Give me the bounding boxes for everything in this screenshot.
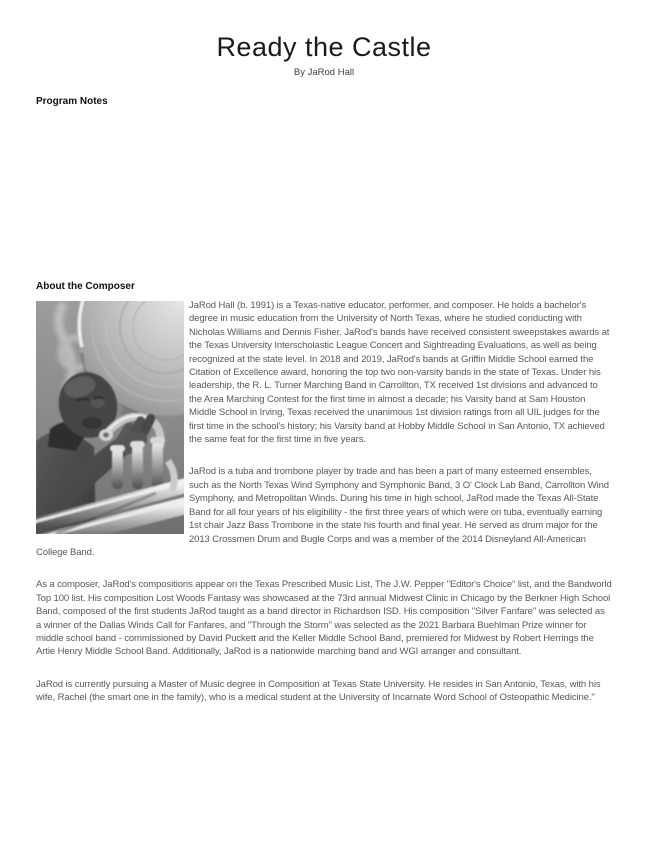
composer-photo-graphic [36, 301, 184, 534]
composer-paragraph-3: As a composer, JaRod's compositions appear on the Texas Prescribed Music List, The J.W. Pepper "Editor's Choice" list, and the Bandworld Top 100 list. His composition Lost Woods Fantasy was showcased at the 73rd annual Midwest Clinic in Chicago by the Berkner High School Band, composed of the first students JaRod taught as a band director in Richardson ISD. His composition "Silver Fanfare" was selected as a winner of the Dallas Winds Call for Fanfares, and "Through the Storm" was selected as the 2021 Barbara Buehlman Prize winner for middle school band - commissioned by David Puckett and the Keller Middle School Band, premiered for Midwest by Robert Herrings the Artie Henry Middle School Band. Additionally, JaRod is a nationwide marching band and WGI arranger and consultant. [36, 579, 612, 658]
composer-photo [36, 301, 184, 534]
composer-paragraph-2: JaRod is a tuba and trombone player by trade and has been a part of many esteemed ensembles, such as the North Texas Wind Symphony and Symphonic Band, 3 O' Clock Lab Band, Carrollton Wind Symphony, and Metropolitan Winds. During his time in high school, JaRod made the Texas All-State Band for all four years of his eligibility - the first three years of which were on tuba, eventually earning 1st chair Jazz Bass Trombone in the state his fourth and final year. He served as drum major for the 2013 Crossmen Drum and Bugle Corps and was a member of the 2014 Disneyland All-American College Band. [36, 466, 609, 558]
composer-paragraph-4: JaRod is currently pursuing a Master of Music degree in Composition at Texas State University. He resides in San Antonio, Texas, with his wife, Rachel (the smart one in the family), who is a medical student at the University of Incarnate Word School of Osteopathic Medicine." [36, 678, 601, 704]
about-composer-section [36, 299, 612, 705]
page-title: Ready the Castle [216, 32, 432, 62]
about-composer-heading: About the Composer [36, 281, 135, 292]
program-notes-content [36, 108, 612, 280]
composer-paragraph-1: JaRod Hall (b. 1991) is a Texas-native educator, performer, and composer. He holds a bachelor's degree in music education from the University of North Texas, where he studied conducting with Nicholas Williams and Dennis Fisher. JaRod's bands have received consistent sweepstakes awards at the Texas University Interscholastic League Concert and Sightreading Evaluations, as well as being recognized at the state level. In 2018 and 2019, JaRod's bands at Griffin Middle School earned the Citation of Excellence award, honoring the top two non-varsity bands in the state of Texas. Under his leadership, the R. L. Turner Marching Band in Carrollton, TX received 1st divisions and advanced to the Area Marching Contest for the first time in almost a decade; his Varsity band at Sam Houston Middle School in Irving, Texas received the unanimous 1st division ratings from all UIL judges for the first time in the school's history; his Varsity band at Hobby Middle School in San Antonio, TX achieved the same feat for the first time in five years. [189, 300, 610, 446]
byline: By JaRod Hall [293, 67, 355, 78]
program-notes-heading: Program Notes [36, 96, 108, 107]
